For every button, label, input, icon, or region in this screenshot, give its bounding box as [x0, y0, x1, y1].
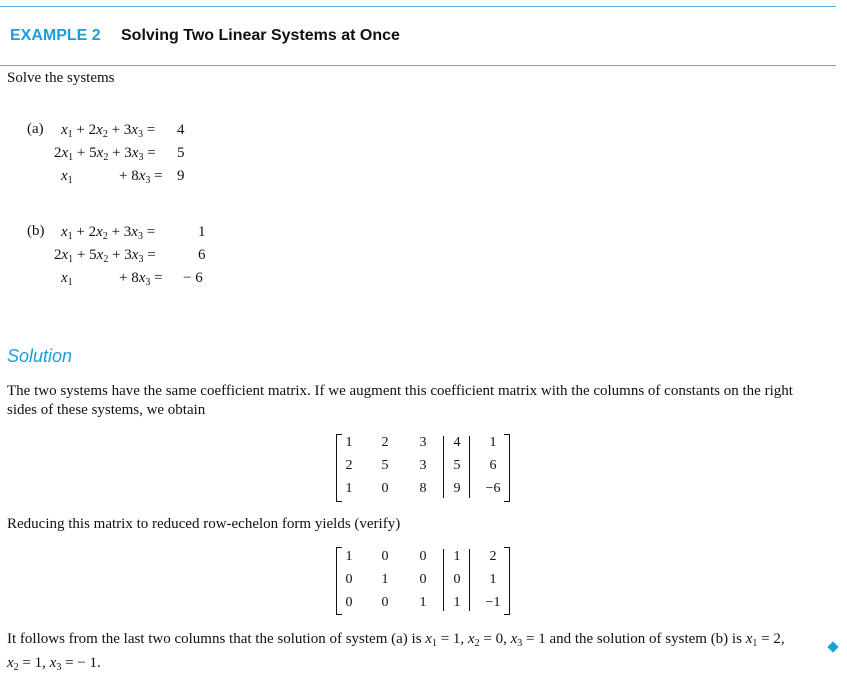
matrix-entry: 3	[419, 435, 427, 450]
header-rule	[0, 65, 836, 66]
matrix-entry: 1	[419, 595, 427, 610]
matrix-divider	[443, 549, 444, 611]
matrix-entry: 1	[489, 435, 497, 450]
system-b-eq2-rhs: 6	[198, 247, 206, 263]
system-a-eq1-lhs: $x_1 + 2x_2 + 3x_3$ =	[61, 122, 156, 140]
matrix-entry: 6	[489, 458, 497, 473]
system-a-eq1-rhs: 4	[177, 122, 185, 138]
matrix-entry: 1	[453, 549, 461, 564]
conclusion-line-1	[7, 631, 785, 648]
matrix-entry: 1	[345, 435, 353, 450]
system-a-eq3-lhs: + $8x_3$ =	[119, 168, 163, 186]
system-a-eq2-lhs: $2x_1 + 5x_2 + 3x_3$ =	[54, 145, 156, 163]
matrix-divider	[469, 549, 470, 611]
matrix-divider	[443, 436, 444, 498]
example-number: EXAMPLE 2	[10, 27, 101, 44]
matrix-entry: 0	[381, 481, 389, 496]
conclusion-text-1: It follows from the last two columns that the solution of system (a) is	[7, 631, 422, 647]
matrix-entry: 9	[453, 481, 461, 496]
matrix-entry: 0	[419, 572, 427, 587]
system-b-eq2-lhs: $2x_1 + 5x_2 + 3x_3$ =	[54, 247, 156, 265]
system-b-eq1-rhs: 1	[198, 224, 206, 240]
system-a-eq3-rhs: 9	[177, 168, 185, 184]
solution-b-x1-value: 2	[773, 631, 781, 647]
matrix-entry: 2	[489, 549, 497, 564]
top-rule	[0, 6, 836, 7]
matrix-entry: 1	[381, 572, 389, 587]
matrix-entry: 8	[419, 481, 427, 496]
solution-a-x2: 0	[495, 631, 504, 647]
matrix-entry: 0	[419, 549, 427, 564]
matrix-entry: 1	[345, 481, 353, 496]
solution-b-x3-value: − 1	[77, 655, 97, 671]
matrix-entry: 0	[345, 595, 353, 610]
matrix-entry: −1	[485, 595, 501, 610]
example-title: Solving Two Linear Systems at Once	[121, 27, 400, 44]
matrix-entry: 5	[453, 458, 461, 473]
system-a-eq2-rhs: 5	[177, 145, 185, 161]
system-b-eq3-x1: $x_1$	[61, 270, 73, 288]
system-b-eq1-lhs: $x_1 + 2x_2 + 3x_3$ =	[61, 224, 156, 242]
conclusion-line-2	[7, 655, 101, 672]
matrix-entry: 2	[381, 435, 389, 450]
end-of-example-diamond-icon	[827, 641, 838, 652]
system-b-label: (b)	[27, 223, 45, 239]
matrix-entry: 0	[381, 549, 389, 564]
matrix-entry: 3	[419, 458, 427, 473]
solution-heading: Solution	[7, 346, 73, 366]
solution-a-x3: 1	[538, 631, 546, 647]
matrix-entry: 1	[489, 572, 497, 587]
system-b-eq3-lhs: + $8x_3$ =	[119, 270, 163, 288]
matrix-entry: 2	[345, 458, 353, 473]
conclusion-text-2: and the solution of system (b) is	[549, 631, 742, 647]
matrix-entry: 0	[345, 572, 353, 587]
solution-a-x1: 1	[452, 631, 461, 647]
matrix-entry: 1	[345, 549, 353, 564]
matrix-divider	[469, 436, 470, 498]
matrix-entry: 1	[453, 595, 461, 610]
matrix-entry: 0	[381, 595, 389, 610]
paragraph-line-1: The two systems have the same coefficient matrix. If we augment this coefficient matrix with the columns of constants on the right	[7, 383, 793, 399]
matrix-entry: −6	[485, 481, 501, 496]
intro-text: Solve the systems	[7, 70, 115, 86]
matrix-entry: 0	[453, 572, 461, 587]
solution-b-rest: $x_2 = 1$, $x_3$ = − 1.	[7, 655, 101, 673]
paragraph-reduce: Reducing this matrix to reduced row-echelon form yields (verify)	[7, 516, 401, 532]
solution-b-x1: $x_1 = 2$,	[745, 631, 785, 649]
matrix-entry: 4	[453, 435, 461, 450]
solution-a: $x_1 = 1$, $x_2 = 0$, $x_3 = 1$	[425, 631, 546, 649]
system-b-eq3-rhs: − 6	[183, 270, 203, 286]
system-a-label: (a)	[27, 121, 44, 137]
matrix-entry: 5	[381, 458, 389, 473]
system-a-eq3-x1: $x_1$	[61, 168, 73, 186]
solution-b-x2-value: 1	[34, 655, 43, 671]
paragraph-line-2: sides of these systems, we obtain	[7, 402, 206, 418]
